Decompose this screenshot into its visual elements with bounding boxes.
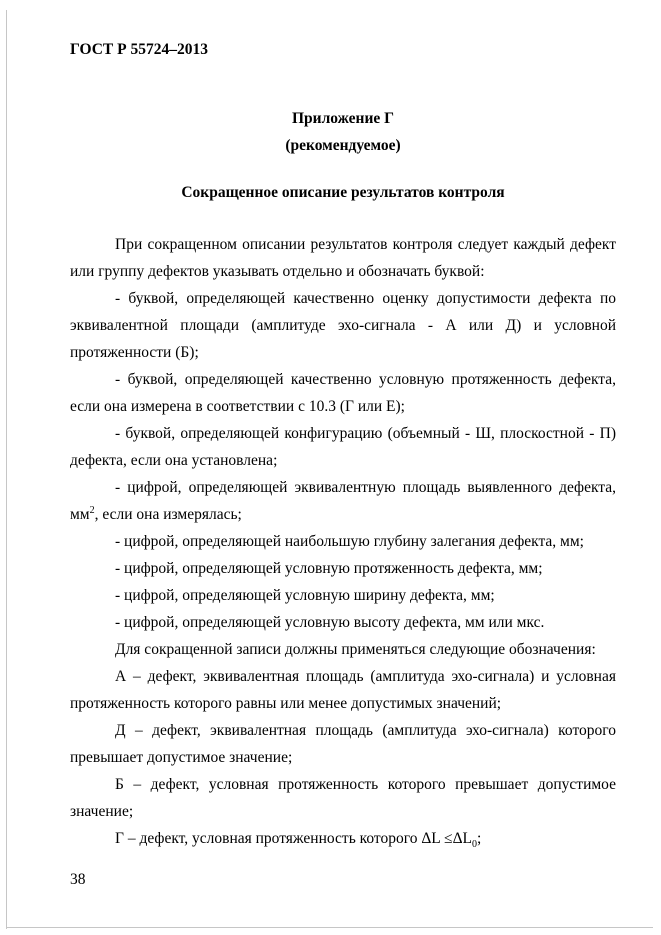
paragraph-text: Г – дефект, условная протяженность которого ΔL ≤ΔL [115,830,473,847]
paragraph-list-item: - буквой, определяющей качественно оценку допустимости дефекта по эквивалентной площади (амплитуде эхо-сигнала - А или Д) и условной протяженности (Б); [70,290,616,361]
paragraph-text: ; [477,830,482,847]
page-number: 38 [70,871,86,888]
superscript-text: 2 [89,504,95,516]
appendix-subtitle: (рекомендуемое) [285,137,401,154]
paragraph-list-item: - буквой, определяющей конфигурацию (объемный - Ш, плоскостной - П) дефекта, если она установлена; [70,425,616,469]
paragraph-definition: Б – дефект, условная протяженность которого превышает допустимое значение; [70,776,616,820]
paragraph-list-item: - буквой, определяющей качественно условную протяженность дефекта, если она измерена в соответствии с 10.3 (Г или Е); [70,371,616,415]
document-body [70,231,616,852]
paragraph-list-item: - цифрой, определяющей условную ширину дефекта, мм; [115,587,495,604]
appendix-title: Приложение Г [291,110,395,127]
paragraph-definition: А – дефект, эквивалентная площадь (амплитуда эхо-сигнала) и условная протяженность которого равны или менее допустимых значений; [70,668,616,712]
paragraph-list-item: - цифрой, определяющей наибольшую глубину залегания дефекта, мм; [115,533,584,550]
subscript-text: 0 [472,839,478,851]
paragraph-list-item: - цифрой, определяющей условную высоту дефекта, мм или мкс. [115,614,545,631]
paragraph-intro: При сокращенном описании результатов контроля следует каждый дефект или группу дефектов указывать отдельно и обозначать буквой: [70,236,616,280]
paragraph-text: , если она измерялась; [94,506,242,523]
paragraph-definition: Д – дефект, эквивалентная площадь (амплитуда эхо-сигнала) которого превышает допустимое значение; [70,722,616,766]
paragraph-list-item: - цифрой, определяющей условную протяженность дефекта, мм; [115,560,543,577]
paragraph-definition [70,825,616,852]
paragraph-list-item [70,474,616,528]
section-heading: Сокращенное описание результатов контроля [181,184,505,201]
scan-edge-line-bottom [6,927,653,928]
paragraph-text: - цифрой, определяющей эквивалентную площадь выявленного дефекта, мм [70,479,616,523]
scan-edge-line-left [6,10,7,929]
paragraph-intro: Для сокращенной записи должны применяться следующие обозначения: [115,641,596,658]
document-standard-number: ГОСТ Р 55724–2013 [70,41,208,58]
